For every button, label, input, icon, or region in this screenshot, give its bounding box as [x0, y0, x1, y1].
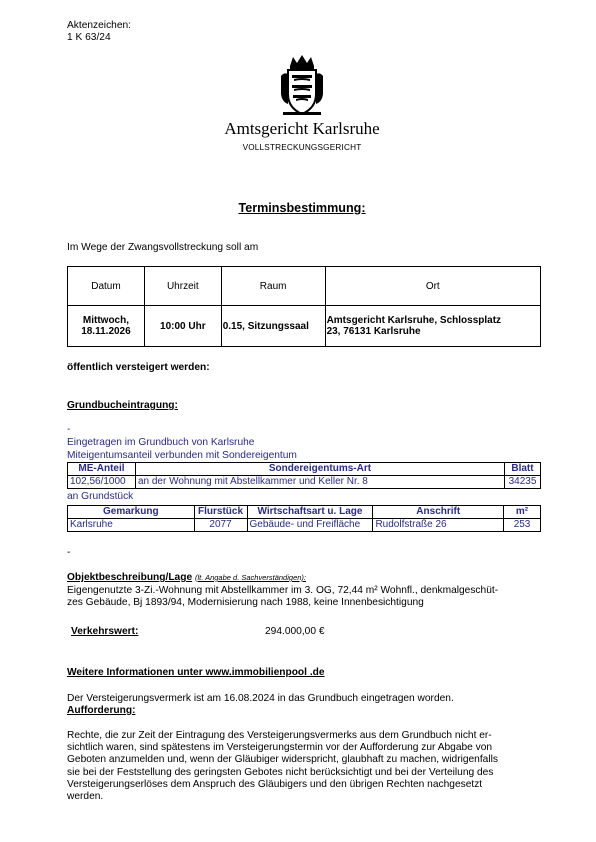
address-value: Rudolfstraße 26 — [373, 519, 504, 532]
share-header: ME-Anteil — [68, 463, 136, 476]
object-title: Objektbeschreibung/Lage — [67, 572, 193, 583]
land-register-entry: Eingetragen im Grundbuch von Karlsruhe — [67, 437, 255, 448]
object-line-1: Eigengenutzte 3-Zi.-Wohnung mit Abstellkammer im 3. OG, 72,44 m² Wohnfl., denkmalgeschüt- — [67, 585, 499, 596]
sheet-value: 34235 — [505, 476, 541, 489]
request-line: Versteigerungserlöses dem Anspruch des Gläubigers und den übrigen Rechten nachgesetzt — [67, 778, 483, 790]
land-register-dash: - — [67, 424, 71, 435]
share-table — [67, 462, 541, 489]
request-line: sichtlich waren, sind spätestens im Versteigerungstermin vor der Aufforderung zur Abgabe von — [67, 742, 493, 754]
usage-value: Gebäude- und Freifläche — [247, 519, 373, 532]
share-value: 102,56/1000 — [68, 476, 136, 489]
request-title: Aufforderung: — [67, 705, 136, 716]
header-time: Uhrzeit — [144, 267, 221, 306]
land-register-dash-2: - — [67, 547, 71, 558]
address-header: Anschrift — [373, 506, 504, 519]
object-title-line — [67, 572, 306, 584]
sheet-header: Blatt — [505, 463, 541, 476]
share-note: Miteigentumsanteil verbunden mit Sondereigentum — [67, 450, 297, 461]
file-ref-number: 1 K 63/24 — [67, 32, 111, 43]
land-register-title: Grundbucheintragung: — [67, 400, 178, 411]
usage-header: Wirtschaftsart u. Lage — [247, 506, 373, 519]
appointment-place: Amtsgericht Karlsruhe, Schlossplatz 23, 76131 Karlsruhe — [325, 306, 540, 347]
file-ref-label: Aktenzeichen: — [67, 20, 131, 31]
appointment-table — [67, 266, 541, 347]
request-line: Rechte, die zur Zeit der Eintragung des Versteigerungsvermerks aus dem Grundbuch nicht er- — [67, 730, 492, 741]
request-line: werden. — [67, 791, 104, 803]
page-title: Terminsbestimmung: — [238, 201, 366, 215]
coat-of-arms-icon — [279, 54, 325, 118]
type-value: an der Wohnung mit Abstellkammer und Keller Nr. 8 — [135, 476, 504, 489]
parcel-header: Flurstück — [194, 506, 247, 519]
more-info: Weitere Informationen unter www.immobilienpool .de — [67, 667, 325, 678]
request-line: sie bei der Feststellung des geringsten Gebotes nicht berücksichtigt und bei der Verteilung des — [67, 766, 494, 778]
parcel-value: 2077 — [194, 519, 247, 532]
request-line: Geboten anzumelden und, wenn der Gläubiger widerspricht, glaubhaft zu machen, widrigenfalls — [67, 754, 498, 766]
area-value: 253 — [504, 519, 541, 532]
district-header: Gemarkung — [68, 506, 195, 519]
appointment-time: 10:00 Uhr — [144, 306, 221, 347]
value-label: Verkehrswert: — [71, 626, 139, 637]
appointment-date: Mittwoch, 18.11.2026 — [68, 306, 145, 347]
header-room: Raum — [221, 267, 325, 306]
area-header: m² — [504, 506, 541, 519]
request-text — [67, 730, 547, 803]
appointment-room: 0.15, Sitzungssaal — [221, 306, 325, 347]
value-amount: 294.000,00 € — [265, 626, 325, 637]
district-value: Karlsruhe — [68, 519, 195, 532]
court-division: VOLLSTRECKUNGSGERICHT — [242, 143, 362, 152]
header-place: Ort — [325, 267, 540, 306]
object-note: (lt. Angabe d. Sachverständigen): — [194, 573, 306, 582]
type-header: Sondereigentums-Art — [135, 463, 504, 476]
intro-text: Im Wege der Zwangsvollstreckung soll am — [67, 242, 259, 253]
object-line-2: zes Gebäude, Bj 1893/94, Modernisierung nach 1988, keine Innenbesichtigung — [67, 597, 424, 608]
court-name: Amtsgericht Karlsruhe — [224, 119, 380, 138]
header-date: Datum — [68, 267, 145, 306]
auction-phrase: öffentlich versteigert werden: — [67, 362, 210, 373]
plot-note: an Grundstück — [67, 491, 134, 502]
plot-table — [67, 505, 541, 532]
registration-note: Der Versteigerungsvermerk ist am 16.08.2024 in das Grundbuch eingetragen worden. — [67, 693, 454, 704]
